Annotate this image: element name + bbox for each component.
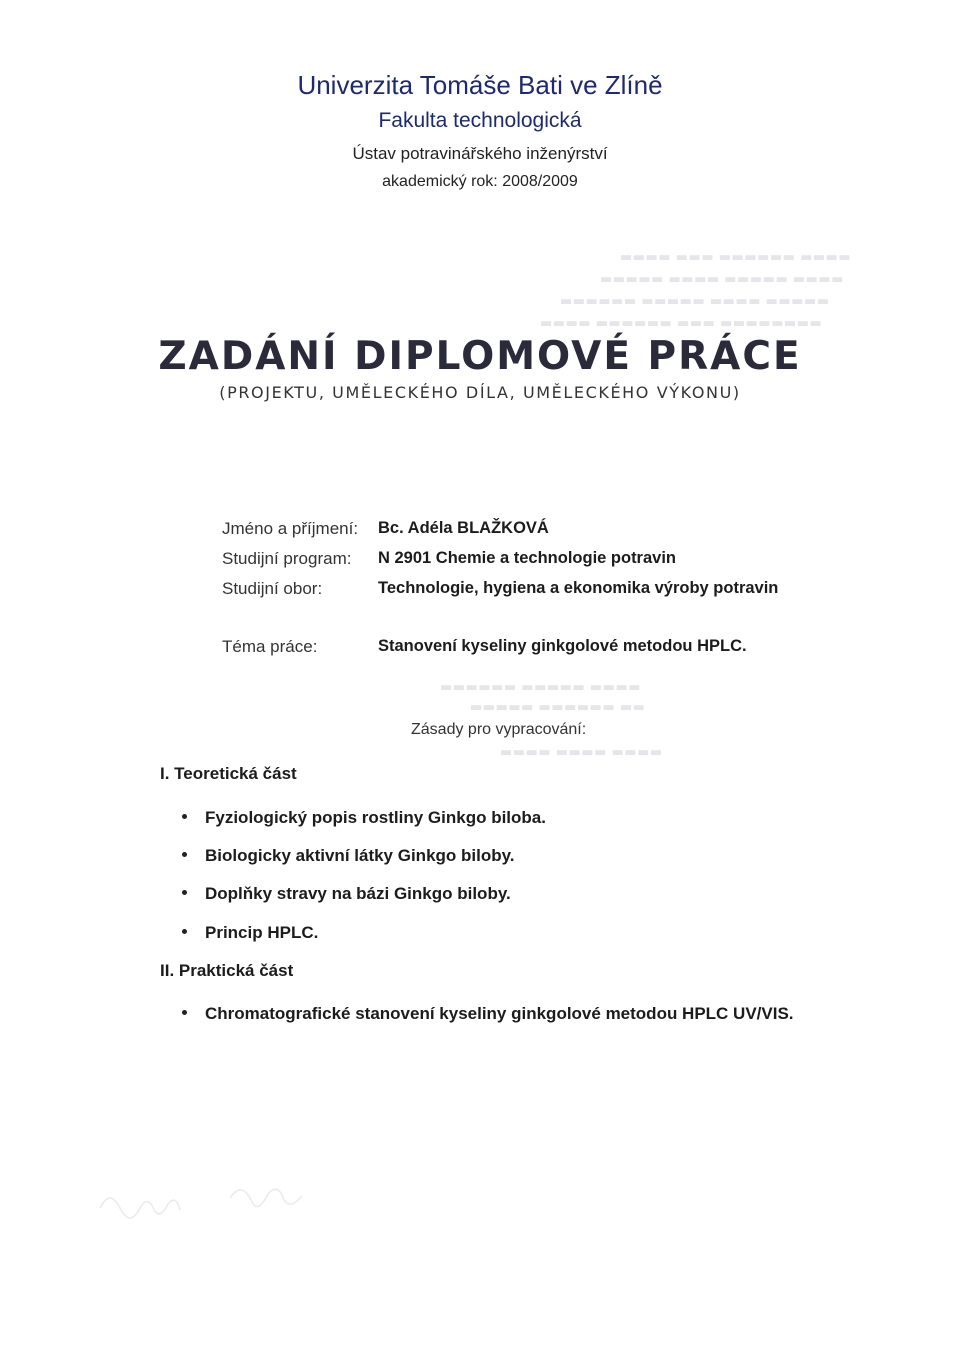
document-subtitle: (PROJEKTU, UMĚLECKÉHO DÍLA, UMĚLECKÉHO VÝKONU) [219, 383, 741, 402]
signature-bleed-through [90, 1168, 350, 1238]
name-label: Jméno a příjmení: [222, 519, 359, 538]
faculty-name: Fakulta technologická [378, 109, 582, 132]
bullet-icon [182, 929, 187, 934]
field-label: Studijní obor: [222, 579, 323, 598]
list-item-text: Chromatografické stanovení kyseliny ginkgolové metodou HPLC UV/VIS. [205, 1004, 794, 1023]
list-item-text: Doplňky stravy na bázi Ginkgo biloby. [205, 884, 511, 903]
list-item [182, 924, 318, 941]
list-item-text: Princip HPLC. [205, 923, 319, 942]
topic-label: Téma práce: [222, 637, 318, 656]
list-item [182, 885, 511, 902]
list-item [182, 809, 546, 826]
section-heading: II. Praktická část [160, 961, 294, 980]
list-item [182, 1005, 794, 1022]
document-page: ▬▬▬▬ ▬▬▬ ▬▬▬▬▬▬ ▬▬▬▬ ▬▬▬▬▬ ▬▬▬▬ ▬▬▬▬▬ ▬▬▬▬ ▬▬▬▬▬▬ ▬▬▬▬▬ ▬▬▬▬ ▬▬▬▬▬ ▬▬▬▬ ▬▬▬▬▬▬ ▬▬▬ ▬▬▬▬▬▬▬▬ ▬▬▬▬▬▬ ▬▬▬▬▬ ▬▬▬▬ ▬▬▬▬▬ ▬▬▬▬▬▬ ▬▬ ▬▬▬▬ ▬▬▬▬ ▬▬▬▬ Univerzita Tomáše Bati ve Zlíně Fakulta technologická Ústav potravinářského inženýrství akademický rok: 2008/2009 ZADÁNÍ DIPLOMOVÉ PRÁCE (PROJEKTU, UMĚLECKÉHO DÍLA, UMĚLECKÉHO VÝKONU) Jméno a příjmení: Bc. Adéla BLAŽKOVÁ Studijní program: N 2901 Chemie a technologie potravin Studijní obor: Technologie, hygiena a ekonomika výroby potravin Téma práce: Stanovení kyseliny ginkgolové metodou HPLC. Zásady pro vypracování: I. Teoretická část Fyziologický popis rostliny Ginkgo biloba. Biologicky aktivní látky Ginkgo biloby. Doplňky stravy na bázi Ginkgo biloby. Princip HPLC. II. Praktická část Chromatografické stanovení kyseliny ginkgolové metodou HPLC UV/VIS. [0, 0, 960, 1355]
topic-value: Stanovení kyseliny ginkgolové metodou HPLC. [378, 637, 747, 655]
name-value: Bc. Adéla BLAŽKOVÁ [378, 519, 549, 537]
university-name: Univerzita Tomáše Bati ve Zlíně [297, 70, 663, 100]
list-item-text: Fyziologický popis rostliny Ginkgo biloba. [205, 808, 546, 827]
field-value: Technologie, hygiena a ekonomika výroby potravin [378, 579, 779, 597]
bullet-icon [182, 814, 187, 819]
institute-name: Ústav potravinářského inženýrství [352, 144, 608, 163]
principles-heading: Zásady pro vypracování: [411, 721, 587, 738]
program-label: Studijní program: [222, 549, 352, 568]
academic-year: akademický rok: 2008/2009 [382, 173, 578, 190]
bullet-icon [182, 852, 187, 857]
program-value: N 2901 Chemie a technologie potravin [378, 549, 676, 567]
section-heading: I. Teoretická část [160, 764, 297, 783]
bullet-icon [182, 1010, 187, 1015]
list-item-text: Biologicky aktivní látky Ginkgo biloby. [205, 846, 515, 865]
list-item [182, 847, 515, 864]
bullet-icon [182, 890, 187, 895]
document-title: ZADÁNÍ DIPLOMOVÉ PRÁCE [158, 334, 802, 379]
